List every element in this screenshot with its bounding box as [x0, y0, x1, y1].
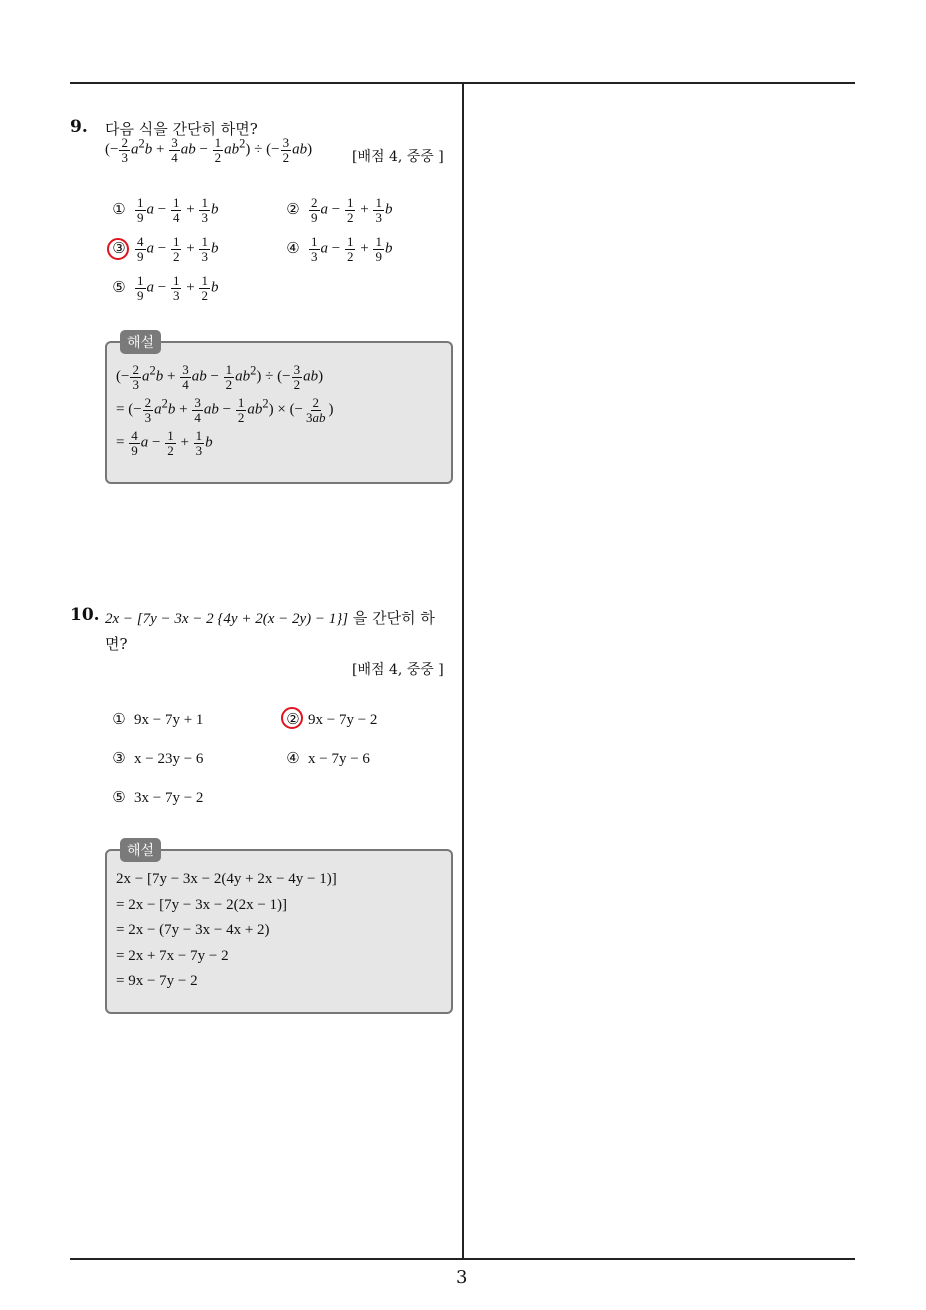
q10-solution-tag: 해설 [120, 838, 161, 862]
q10-solution-line-3: = 2x − (7y − 3x − 4x + 2) [116, 922, 270, 938]
q10-question-tail: 을 간단히 하 [352, 609, 435, 627]
option-mark: ④ [286, 751, 300, 767]
q10-solution-line-1: 2x − [7y − 3x − 2(4y + 2x − 4y − 1)] [116, 871, 337, 887]
q9-option-1[interactable]: ① $\frac{1}{9}$ a − $\frac{1}{4}$ + $\frac{1}{3}$ b [110, 196, 218, 224]
q10-option-4[interactable] [284, 749, 370, 768]
q10-solution-line-4: = 2x + 7x − 7y − 2 [116, 948, 229, 964]
page-number: 3 [456, 1267, 468, 1288]
option-mark: ④ [286, 240, 300, 257]
option-mark: ② [286, 201, 300, 218]
q9-solution-tag: 해설 [120, 330, 161, 354]
q9-option-3[interactable]: ③ $\frac{4}{9}$ a − $\frac{1}{2}$ + $\frac{1}{3}$ b [110, 235, 218, 263]
q9-number: 9. [70, 117, 88, 137]
q9-option-4[interactable]: ④ $\frac{1}{3}$ a − $\frac{1}{2}$ + $\frac{1}{9}$ b [284, 235, 392, 263]
option-mark: ⑤ [112, 790, 126, 806]
q9-option-2[interactable]: ② $\frac{2}{9}$ a − $\frac{1}{2}$ + $\frac{1}{3}$ b [284, 196, 392, 224]
q10-question-tail2: 면? [105, 635, 128, 653]
option-mark: ① [112, 712, 126, 728]
q10-answer-circle [281, 707, 303, 729]
q9-question: 다음 식을 간단히 하면? [105, 120, 258, 138]
q9-solution-line-2: = (− $\frac{2}{3}$ $a^2b$ + $\frac{3}{4}$ ab − $\frac{1}{2}$ $ab^2$) × (− $\frac{2}{3ab}$ ) [116, 395, 334, 425]
q10-option-1[interactable] [110, 710, 203, 729]
q9-solution-line-3: = $\frac{4}{9}$ a − $\frac{1}{2}$ + $\frac{1}{3}$ b [116, 428, 213, 458]
option-text: x − 23y − 6 [134, 751, 204, 767]
q9-solution-line-1: (− $\frac{2}{3}$ $a^2b$ + $\frac{3}{4}$ ab − $\frac{1}{2}$ $ab^2$) ÷ (− $\frac{3}{2}$ ab) [116, 362, 324, 392]
q10-solution-line-5: = 9x − 7y − 2 [116, 973, 198, 989]
q9-answer-circle [107, 238, 129, 260]
option-mark: ③ [112, 751, 126, 767]
q10-solution-line-2: = 2x − [7y − 3x − 2(2x − 1)] [116, 897, 288, 913]
option-mark: ② [286, 712, 300, 728]
q9-option-5[interactable]: ⑤ $\frac{1}{9}$ a − $\frac{1}{3}$ + $\frac{1}{2}$ b [110, 274, 218, 302]
option-mark: ⑤ [112, 279, 126, 296]
option-text: x − 7y − 6 [308, 751, 370, 767]
option-text: 3x − 7y − 2 [134, 790, 204, 806]
q9-score: [배점 4, 중중 ] [352, 149, 444, 165]
q10-question [105, 607, 435, 628]
q10-option-5[interactable] [110, 788, 203, 807]
q10-number: 10. [70, 605, 100, 625]
option-mark: ① [112, 201, 126, 218]
option-mark: ③ [112, 240, 126, 257]
bottom-rule [70, 1258, 855, 1260]
q9-expression: (− $\frac{2}{3}$ $a^2b$ + $\frac{3}{4}$ ab − $\frac{1}{2}$ $ab^2$) ÷ (− $\frac{3}{2}$ ab) [105, 135, 313, 165]
option-text: 9x − 7y + 1 [134, 712, 204, 728]
option-text: 9x − 7y − 2 [308, 712, 378, 728]
q10-score: [배점 4, 중중 ] [352, 662, 444, 678]
column-divider [462, 82, 464, 1259]
q10-expression: 2x − [7y − 3x − 2 {4y + 2(x − 2y) − 1}] [105, 611, 349, 627]
q10-option-3[interactable] [110, 749, 203, 768]
